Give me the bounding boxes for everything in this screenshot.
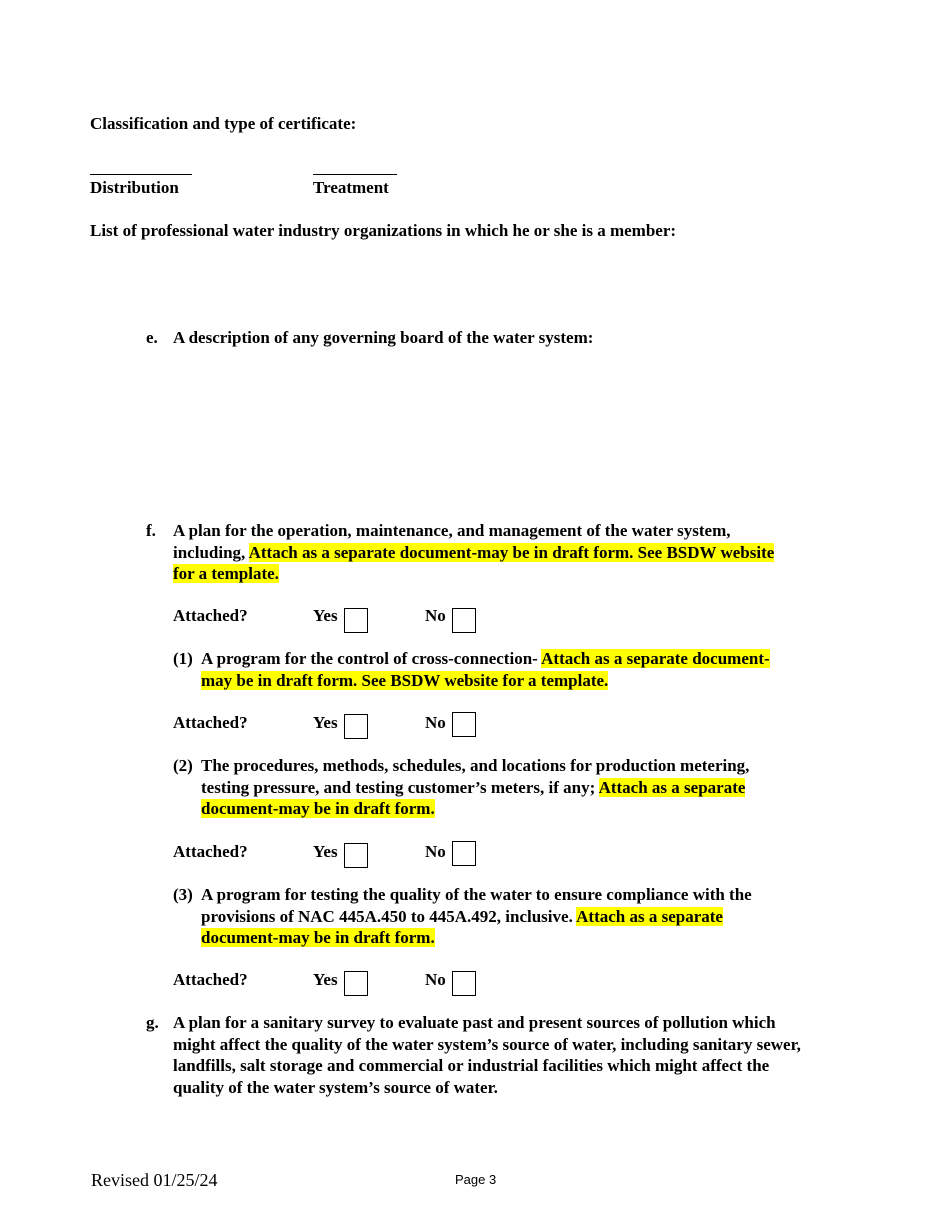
treatment-blank[interactable]	[313, 174, 397, 175]
item-g-marker: g.	[146, 1013, 159, 1032]
water-quality-yes-checkbox[interactable]	[344, 971, 368, 996]
distribution-blank[interactable]	[90, 174, 192, 175]
item-g-text: A plan for a sanitary survey to evaluate past and present sources of pollution which might affect the quality of the water system’s source of water, including sanitary sewer, landfills, salt storage and commercial or industrial facilities which might affect the quality of the water system’s source of water.	[173, 1013, 801, 1097]
classification-heading: Classification and type of certificate:	[90, 114, 357, 133]
attached-no-checkbox[interactable]	[452, 608, 476, 633]
attached-label: Attached?	[173, 970, 248, 989]
metering-yes-checkbox[interactable]	[344, 843, 368, 868]
subitem-3-text	[201, 884, 801, 949]
subitem-2-marker: (2)	[173, 756, 193, 775]
item-e-marker: e.	[146, 328, 158, 347]
no-label: No	[425, 842, 446, 861]
subitem-3-body: A program for testing the quality of the water to ensure compliance with the provisions of NAC 445A.450 to 445A.492, inclusive.	[201, 885, 752, 926]
yes-label: Yes	[313, 606, 338, 625]
subitem-2-highlight: Attach as a separate document-may be in draft form.	[201, 777, 746, 818]
subitem-2-text	[201, 755, 801, 820]
organizations-heading: List of professional water industry organizations in which he or she is a member:	[90, 221, 677, 240]
yes-label: Yes	[313, 713, 338, 732]
attached-label: Attached?	[173, 713, 248, 732]
attached-label: Attached?	[173, 842, 248, 861]
distribution-label: Distribution	[90, 178, 179, 197]
no-label: No	[425, 606, 446, 625]
subitem-1-body: A program for the control of cross-connection-	[201, 649, 542, 668]
subitem-1-text	[201, 648, 781, 691]
attached-label: Attached?	[173, 606, 248, 625]
item-f-body: A plan for the operation, maintenance, and management of the water system, including,	[173, 521, 731, 562]
page-number: Page 3	[455, 1172, 497, 1187]
subitem-3-marker: (3)	[173, 885, 193, 904]
water-quality-no-checkbox[interactable]	[452, 971, 476, 996]
item-f-text	[173, 520, 795, 585]
treatment-label: Treatment	[313, 178, 389, 197]
revised-date: Revised 01/25/24	[91, 1170, 218, 1190]
cross-connection-yes-checkbox[interactable]	[344, 714, 368, 739]
yes-label: Yes	[313, 842, 338, 861]
subitem-1-marker: (1)	[173, 649, 193, 668]
item-e-text: A description of any governing board of the water system:	[173, 328, 594, 347]
subitem-3-highlight: Attach as a separate document-may be in draft form.	[201, 906, 723, 947]
attached-yes-checkbox[interactable]	[344, 608, 368, 633]
subitem-2-body: The procedures, methods, schedules, and locations for production metering, testing pressure, and testing customer’s meters, if any;	[201, 756, 750, 797]
item-f-marker: f.	[146, 521, 156, 540]
item-f-highlight: Attach as a separate document-may be in draft form. See BSDW website for a template.	[173, 542, 775, 583]
no-label: No	[425, 970, 446, 989]
cross-connection-no-checkbox[interactable]	[452, 712, 476, 737]
subitem-1-highlight: Attach as a separate document-may be in draft form. See BSDW website for a template.	[201, 649, 770, 690]
metering-no-checkbox[interactable]	[452, 841, 476, 866]
yes-label: Yes	[313, 970, 338, 989]
no-label: No	[425, 713, 446, 732]
